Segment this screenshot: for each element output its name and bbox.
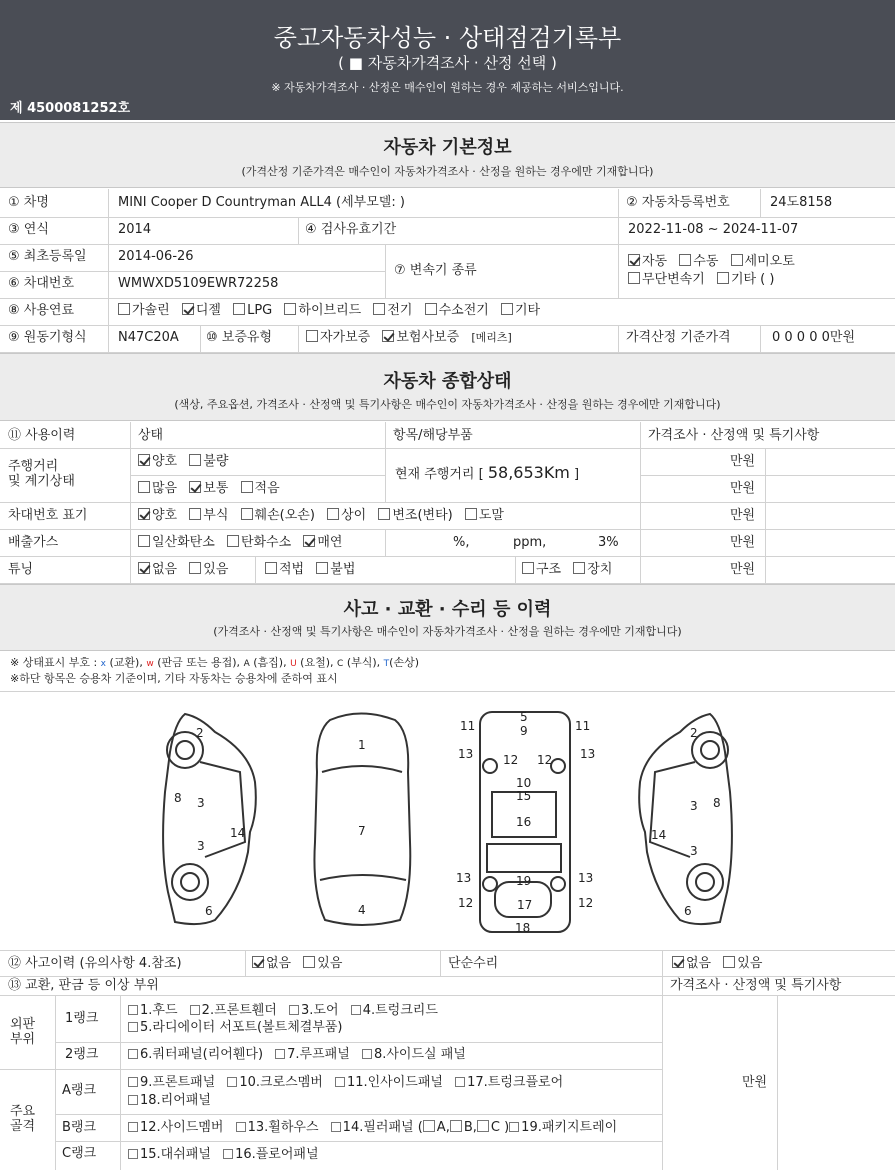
first-reg-value: 2014-06-26: [118, 249, 194, 264]
part-number: 3: [690, 799, 698, 813]
reg-no-label: ② 자동차등록번호: [626, 195, 730, 210]
rankA-items: 9.프론트패널 10.크로스멤버 11.인사이드패널 17.트렁크플로어: [128, 1075, 563, 1091]
outer-panel-label-2: 부위: [10, 1032, 36, 1047]
vin-altered-checkbox[interactable]: [378, 508, 390, 520]
trans-manual-checkbox[interactable]: [679, 254, 691, 266]
vin-value: WMWXD5109EWR72258: [118, 276, 279, 291]
mileage-status-row2: 많음 보통 적음: [138, 481, 280, 497]
part-number: 12: [458, 896, 474, 910]
tuning-none-checkbox[interactable]: [138, 562, 150, 574]
car-name-label: ① 차명: [8, 195, 49, 210]
part-number: 13: [580, 747, 596, 761]
overall-note: (색상, 주요옵션, 가격조사 · 산정액 및 특기사항은 매수인이 자동차가격조사 · 산정을 원하는 경우에만 기재합니다): [174, 398, 721, 411]
year-value: 2014: [118, 222, 152, 237]
overall-header: [0, 353, 895, 421]
rank2-items: 6.쿼터패널(리어휀다) 7.루프패널 8.사이드실 패널: [128, 1047, 466, 1063]
mileage-few-checkbox[interactable]: [241, 481, 253, 493]
rank1-items-2: 5.라디에이터 서포트(볼트체결부품): [128, 1020, 343, 1036]
unit-label: 만원: [730, 454, 756, 469]
tuning-label: 튜닝: [8, 562, 34, 577]
part-number: 6: [205, 904, 213, 918]
reg-no-value: 24도8158: [770, 195, 833, 210]
tuning-legal-checkbox[interactable]: [265, 562, 277, 574]
mileage-value: 58,653Km: [487, 463, 570, 482]
repair-yes-checkbox[interactable]: [723, 956, 735, 968]
part-number: 19: [516, 874, 532, 888]
parts-price-note: 가격조사 · 산정액 및 특기사항: [670, 978, 842, 993]
rank1-items: 1.후드 2.프론트휀더 3.도어 4.트렁크리드: [128, 1003, 438, 1019]
outer-panel-label: 외판: [10, 1017, 36, 1032]
report-header: [0, 0, 895, 120]
main-frame-label: 주요: [10, 1104, 36, 1119]
part-number: 3: [197, 839, 205, 853]
emission-co-checkbox[interactable]: [138, 535, 150, 547]
status-header: 상태: [138, 428, 164, 443]
mileage-good-checkbox[interactable]: [138, 454, 150, 466]
car-name-value: MINI Cooper D Countryman ALL4 (세부모델: ): [118, 195, 405, 210]
fuel-electric-checkbox[interactable]: [373, 303, 385, 315]
mileage-status-row1: 양호 불량: [138, 454, 228, 470]
part-number: 8: [174, 791, 182, 805]
car-diagram: [0, 692, 895, 950]
fuel-label: ⑧ 사용연료: [8, 303, 75, 318]
usage-header: ⑪ 사용이력: [8, 428, 76, 443]
mileage-label-1: 주행거리: [8, 459, 59, 474]
inspect-value: 2022-11-08 ~ 2024-11-07: [628, 222, 799, 237]
vin-label: ⑥ 차대번호: [8, 276, 75, 291]
trans-cvt-checkbox[interactable]: [628, 272, 640, 284]
unit-label: 만원: [730, 481, 756, 496]
rankA-items-2: 18.리어패널: [128, 1093, 211, 1109]
fuel-other-checkbox[interactable]: [501, 303, 513, 315]
vin-mark-label: 차대번호 표기: [8, 508, 88, 523]
part-number: 14: [230, 826, 246, 840]
basic-info-header: [0, 122, 895, 188]
rankA-label: A랭크: [62, 1083, 97, 1098]
rank1-label: 1랭크: [65, 1011, 99, 1026]
vin-smeared-checkbox[interactable]: [465, 508, 477, 520]
fuel-hydrogen-checkbox[interactable]: [425, 303, 437, 315]
emission-value: 3%: [598, 535, 619, 550]
part-number: 7: [358, 824, 366, 838]
warranty-label: ⑩ 보증유형: [206, 330, 273, 345]
price-value: 0 0 0 0 0만원: [772, 330, 856, 345]
part-number: 15: [516, 789, 532, 803]
part-number: 12: [537, 753, 553, 767]
fuel-lpg-checkbox[interactable]: [233, 303, 245, 315]
tuning-structure-checkbox[interactable]: [522, 562, 534, 574]
part-number: 13: [578, 871, 594, 885]
mileage-normal-checkbox[interactable]: [189, 481, 201, 493]
part-number: 11: [460, 719, 476, 733]
report-subtitle: ( ■ 자동차가격조사 · 산정 선택 ): [338, 54, 557, 72]
accident-note: (가격조사 · 산정액 및 특기사항은 매수인이 자동차가격조사 · 산정을 원하는 경우에만 기재합니다): [213, 625, 682, 638]
part-number: 8: [713, 796, 721, 810]
emission-smoke-checkbox[interactable]: [303, 535, 315, 547]
report-note: ※ 자동차가격조사 · 산정은 매수인이 원하는 경우 제공하는 서비스입니다.: [271, 81, 624, 94]
report-title: 중고자동차성능 · 상태점검기록부: [273, 24, 622, 52]
parts-header: 항목/해당부품: [393, 428, 473, 443]
part-number: 2: [690, 726, 698, 740]
first-reg-label: ⑤ 최초등록일: [8, 249, 87, 264]
trans-other-checkbox[interactable]: [717, 272, 729, 284]
part-number: 16: [516, 815, 532, 829]
part-number: 2: [196, 726, 204, 740]
part-number: 3: [197, 796, 205, 810]
accident-yes-checkbox[interactable]: [303, 956, 315, 968]
rank2-label: 2랭크: [65, 1047, 99, 1062]
unit-label: 만원: [730, 535, 756, 550]
trans-semi-checkbox[interactable]: [731, 254, 743, 266]
basic-info-note: (가격산정 기준가격은 매수인이 자동차가격조사 · 산정을 원하는 경우에만 기재합니다): [241, 165, 654, 178]
inspect-label: ④ 검사유효기간: [305, 222, 397, 237]
fuel-hybrid-checkbox[interactable]: [284, 303, 296, 315]
warranty-self-checkbox[interactable]: [306, 330, 318, 342]
parts-unit: 만원: [742, 1075, 768, 1090]
trans-options-row2: 무단변속기 기타 ( ): [628, 272, 774, 288]
tuning-options: 없음 있음: [138, 562, 228, 578]
unit-label: 만원: [730, 562, 756, 577]
emission-pct: %,: [453, 535, 470, 550]
trans-options-row1: 자동 수동 세미오토: [628, 254, 795, 270]
rankB-items: 12.사이드멤버 13.휠하우스 14.필러패널 ( A, B, C ) 19.패키지트레이: [128, 1120, 617, 1136]
part-number: 13: [458, 747, 474, 761]
warranty-insurance-checkbox[interactable]: [382, 330, 394, 342]
vin-mismatch-checkbox[interactable]: [327, 508, 339, 520]
simple-repair-label: 단순수리: [448, 956, 499, 971]
part-number: 17: [517, 898, 533, 912]
accident-title: 사고 · 교환 · 수리 등 이력: [343, 599, 552, 620]
part-number: 11: [575, 719, 591, 733]
overall-title: 자동차 종합상태: [383, 371, 512, 392]
part-number: 12: [578, 896, 594, 910]
part-number: 5: [520, 710, 528, 724]
part-number: 6: [684, 904, 692, 918]
rankC-items: 15.대쉬패널 16.플로어패널: [128, 1147, 319, 1163]
emission-hc-checkbox[interactable]: [227, 535, 239, 547]
part-number: 18: [515, 921, 531, 935]
tuning-illegal-checkbox[interactable]: [316, 562, 328, 574]
engine-value: N47C20A: [118, 330, 179, 345]
accident-options: 없음 있음: [252, 956, 342, 972]
part-number: 12: [503, 753, 519, 767]
price-label: 가격산정 기준가격: [626, 330, 731, 345]
mileage-bad-checkbox[interactable]: [189, 454, 201, 466]
part-number: 4: [358, 903, 366, 917]
mileage-label-2: 및 계기상태: [8, 474, 75, 489]
accident-header: [0, 584, 895, 651]
tuning-device-checkbox[interactable]: [573, 562, 585, 574]
mileage-reading: 현재 주행거리 [ 58,653Km ]: [395, 463, 580, 482]
vin-corrosion-checkbox[interactable]: [189, 508, 201, 520]
legend-row: ※ 상태표시 부호 : x (교환), w (판금 또는 용접), A (흠집), U (요철), C (부식), T(손상): [10, 656, 419, 669]
accident-history-label: ⑫ 사고이력 (유의사항 4.참조): [8, 956, 182, 971]
fuel-gasoline-checkbox[interactable]: [118, 303, 130, 315]
legend-note: ※하단 항목은 승용차 기준이며, 기타 자동차는 승용차에 준하여 표시: [10, 672, 338, 685]
part-number: 1: [358, 738, 366, 752]
mileage-many-checkbox[interactable]: [138, 481, 150, 493]
main-frame-label-2: 골격: [10, 1119, 36, 1134]
accident-none-checkbox[interactable]: [252, 956, 264, 968]
rankC-label: C랭크: [62, 1146, 97, 1161]
vin-good-checkbox[interactable]: [138, 508, 150, 520]
rankB-label: B랭크: [62, 1120, 97, 1135]
emission-options: 일산화탄소 탄화수소 매연: [138, 535, 342, 551]
simple-repair-options: 없음 있음: [672, 956, 762, 972]
vin-mark-options: 양호 부식 훼손(오손) 상이 변조(변타) 도말: [138, 508, 504, 524]
year-label: ③ 연식: [8, 222, 49, 237]
tuning-type-options: 구조 장치: [522, 562, 612, 578]
part-number: 14: [651, 828, 667, 842]
emission-label: 배출가스: [8, 535, 59, 550]
fuel-options: 가솔린 디젤 LPG 하이브리드 전기 수소전기 기타: [118, 303, 540, 319]
basic-info-title: 자동차 기본정보: [383, 137, 512, 158]
engine-label: ⑨ 원동기형식: [8, 330, 87, 345]
price-notes-header: 가격조사 · 산정액 및 특기사항: [648, 428, 820, 443]
vin-damage-checkbox[interactable]: [241, 508, 253, 520]
part-number: 13: [456, 871, 472, 885]
unit-label: 만원: [730, 508, 756, 523]
repair-none-checkbox[interactable]: [672, 956, 684, 968]
tuning-legal-options: 적법 불법: [265, 562, 355, 578]
fuel-diesel-checkbox[interactable]: [182, 303, 194, 315]
trans-auto-checkbox[interactable]: [628, 254, 640, 266]
tuning-yes-checkbox[interactable]: [189, 562, 201, 574]
trans-label: ⑦ 변속기 종류: [394, 263, 477, 278]
parts-label: ⑬ 교환, 판금 등 이상 부위: [8, 978, 159, 993]
document-number: 제 4500081252호: [10, 101, 131, 116]
part-number: 9: [520, 724, 528, 738]
warranty-options: 자가보증 보험사보증 [메리츠]: [306, 330, 512, 346]
emission-ppm: ppm,: [513, 535, 547, 550]
part-number: 10: [516, 776, 532, 790]
part-number: 3: [690, 844, 698, 858]
